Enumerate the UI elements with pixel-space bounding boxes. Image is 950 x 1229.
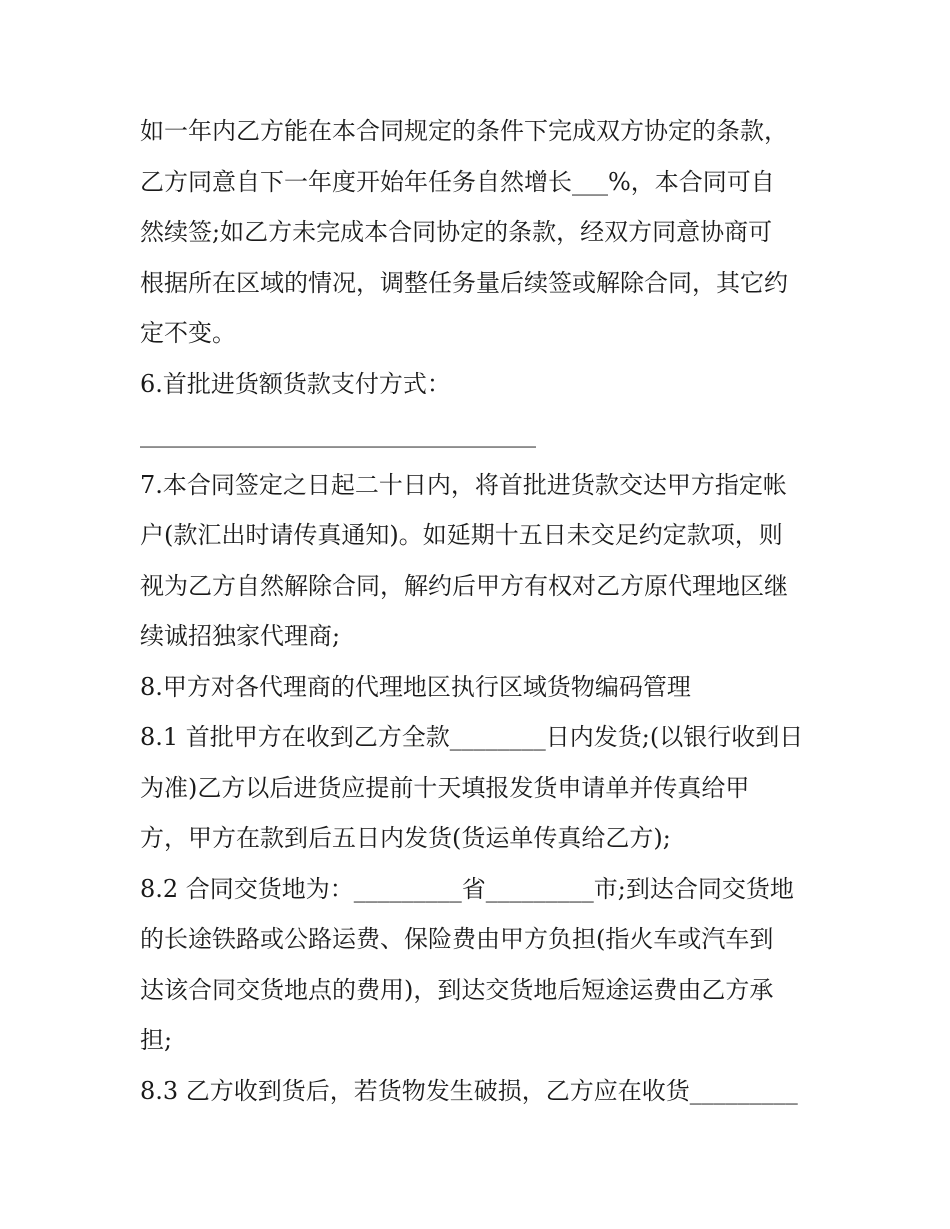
text-line: 8.3 乙方收到货后，若货物发生破损，乙方应在收货_________ bbox=[140, 1076, 798, 1105]
text-line: 根据所在区域的情况，调整任务量后续签或解除合同，其它约 bbox=[140, 268, 788, 297]
text-line: 达该合同交货地点的费用)，到达交货地后短途运费由乙方承 bbox=[140, 975, 774, 1004]
text-line: 担; bbox=[140, 1026, 173, 1054]
text-line: 续诚招独家代理商; bbox=[140, 622, 341, 650]
blank-underline: _________________________________ bbox=[140, 420, 536, 448]
text-line: 7.本合同签定之日起二十日内，将首批进货款交达甲方指定帐 bbox=[140, 470, 787, 499]
text-line: 视为乙方自然解除合同，解约后甲方有权对乙方原代理地区继 bbox=[140, 571, 788, 600]
text-line: 乙方同意自下一年度开始年任务自然增长___%，本合同可自 bbox=[140, 167, 775, 196]
text-line: 定不变。 bbox=[140, 319, 236, 347]
text-line: 8.1 首批甲方在收到乙方全款________日内发货;(以银行收到日 bbox=[140, 723, 804, 751]
document-body bbox=[140, 106, 820, 1116]
text-line: 8.2 合同交货地为：_________省_________市;到达合同交货地 bbox=[140, 874, 794, 903]
text-line: 方，甲方在款到后五日内发货(货运单传真给乙方); bbox=[140, 824, 671, 852]
section-heading: 6.首批进货额货款支付方式： bbox=[140, 369, 451, 398]
text-line: 为准)乙方以后进货应提前十天填报发货申请单并传真给甲 bbox=[140, 773, 750, 802]
text-line: 户(款汇出时请传真通知)。如延期十五日未交足约定款项，则 bbox=[140, 521, 783, 549]
section-heading: 8.甲方对各代理商的代理地区执行区域货物编码管理 bbox=[140, 672, 691, 701]
text-line: 的长途铁路或公路运费、保险费由甲方负担(指火车或汽车到 bbox=[140, 925, 774, 953]
text-line: 如一年内乙方能在本合同规定的条件下完成双方协定的条款， bbox=[140, 117, 788, 145]
text-line: 然续签;如乙方未完成本合同协定的条款，经双方同意协商可 bbox=[140, 218, 773, 246]
